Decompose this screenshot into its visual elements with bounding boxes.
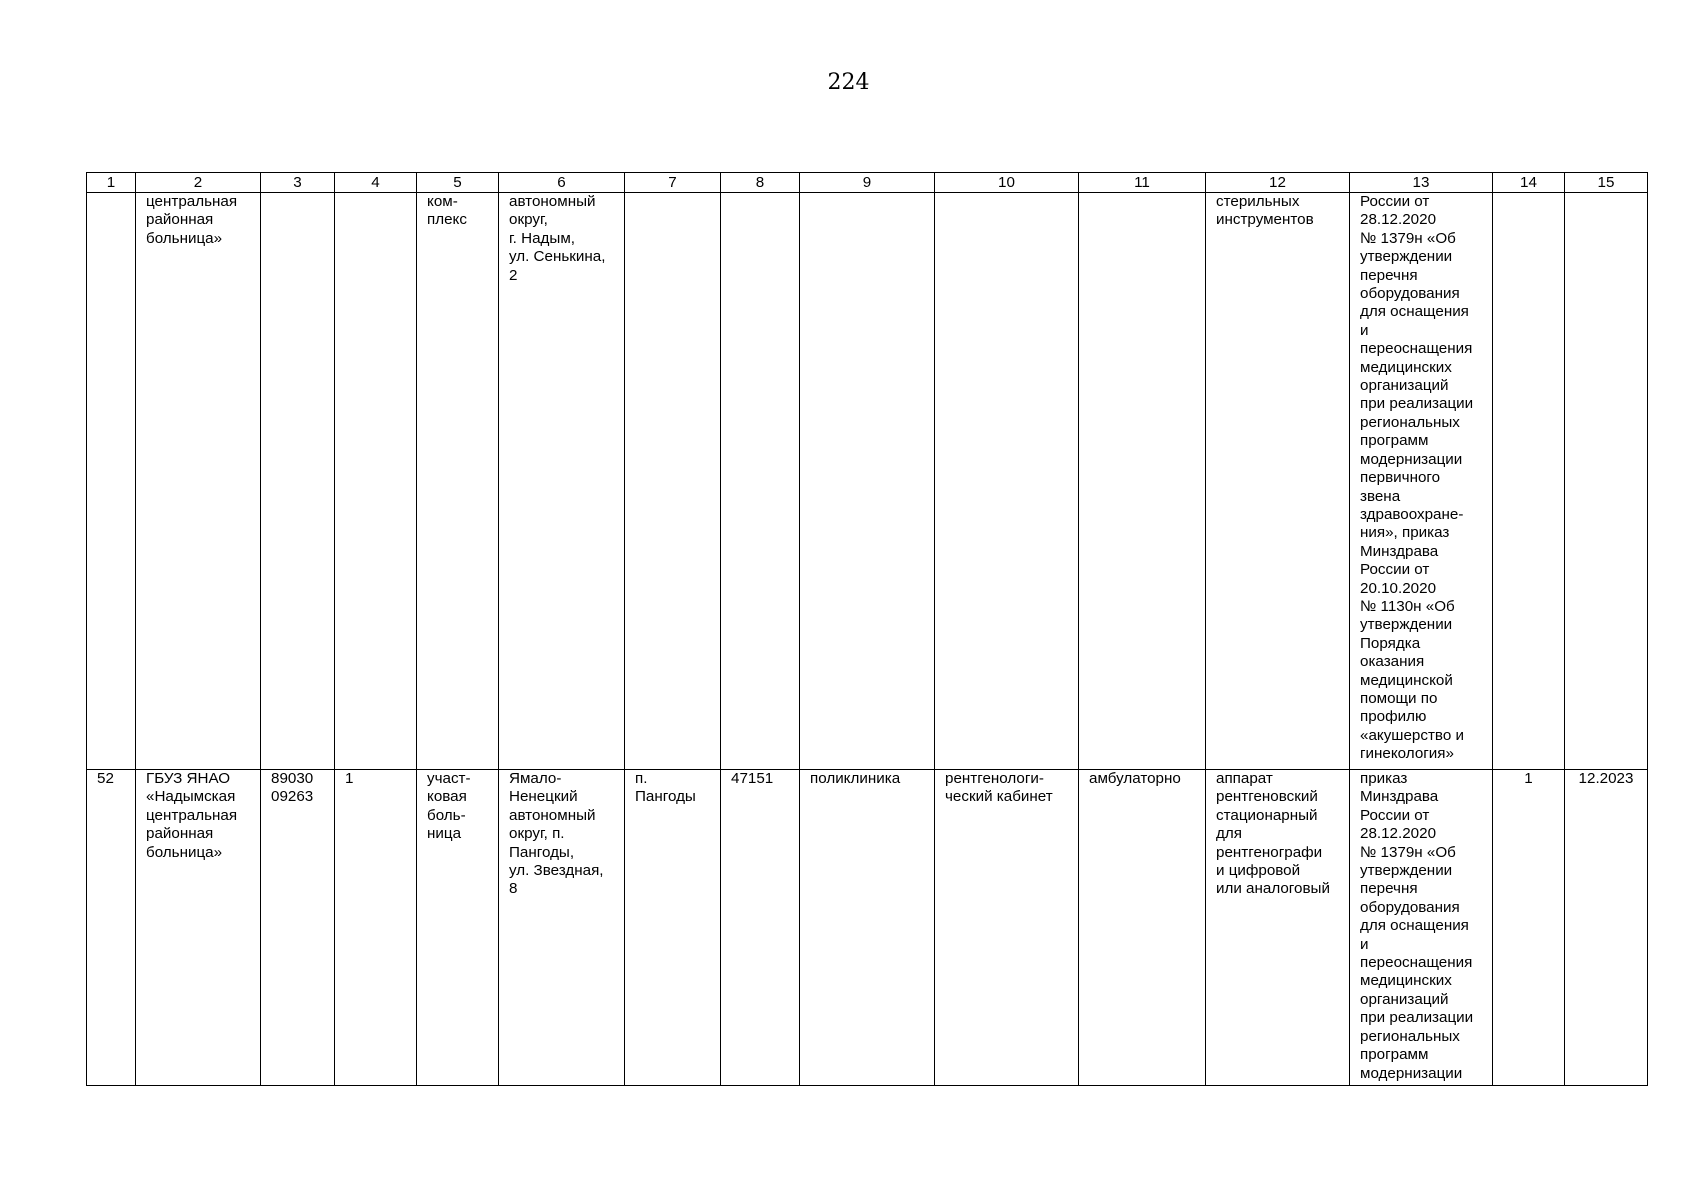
document-table: [86, 172, 1648, 1086]
column-header: 5: [417, 173, 499, 193]
page-number: 224: [827, 70, 870, 95]
column-header: 3: [261, 173, 335, 193]
cell-col4: [335, 193, 417, 770]
column-header: 6: [499, 173, 625, 193]
cell-date: 12.2023: [1565, 770, 1648, 1086]
cell-address: автономный округ, г. Надым, ул. Сенькина, 2: [499, 193, 625, 770]
column-header: 13: [1350, 173, 1493, 193]
cell-division: [800, 193, 935, 770]
column-header: 9: [800, 173, 935, 193]
cell-quantity: [1493, 193, 1565, 770]
cell-basis: России от 28.12.2020 № 1379н «Об утверждении перечня оборудования для оснащения и переоснащения медицинских организаций при реализации региональных программ модернизации первичного звена здравоохране- ния», приказ Минздрава России от 20.10.2020 № 1130н «Об утверждении Порядка оказания медицинской помощи по профилю «акушерство и гинекология»: [1350, 193, 1493, 770]
cell-number: 52: [87, 770, 136, 1086]
cell-equipment: стерильных инструментов: [1206, 193, 1350, 770]
cell-locality: [625, 193, 721, 770]
column-header: 2: [136, 173, 261, 193]
cell-date: [1565, 193, 1648, 770]
column-header: 15: [1565, 173, 1648, 193]
cell-inn: [261, 193, 335, 770]
table-row: [87, 770, 1648, 1086]
cell-unit: рентгенологи- ческий кабинет: [935, 770, 1079, 1086]
column-header: 12: [1206, 173, 1350, 193]
cell-number: [87, 193, 136, 770]
cell-basis: приказ Минздрава России от 28.12.2020 № 1379н «Об утверждении перечня оборудования для оснащения и переоснащения медицинских организаций при реализации региональных программ модернизации: [1350, 770, 1493, 1086]
column-header: 4: [335, 173, 417, 193]
cell-division: поликлиника: [800, 770, 935, 1086]
cell-code: 47151: [721, 770, 800, 1086]
cell-code: [721, 193, 800, 770]
cell-inn: 89030 09263: [261, 770, 335, 1086]
column-header: 1: [87, 173, 136, 193]
cell-organization: ГБУЗ ЯНАО «Надымская центральная районная больница»: [136, 770, 261, 1086]
cell-quantity: 1: [1493, 770, 1565, 1086]
cell-locality: п. Пангоды: [625, 770, 721, 1086]
column-header: 11: [1079, 173, 1206, 193]
cell-unit: [935, 193, 1079, 770]
table-row: [87, 193, 1648, 770]
cell-address: Ямало- Ненецкий автономный округ, п. Пангоды, ул. Звездная, 8: [499, 770, 625, 1086]
cell-organization: центральная районная больница»: [136, 193, 261, 770]
column-header: 8: [721, 173, 800, 193]
cell-equipment: аппарат рентгеновский стационарный для рентгенографи и цифровой или аналоговый: [1206, 770, 1350, 1086]
cell-col4: 1: [335, 770, 417, 1086]
column-header: 14: [1493, 173, 1565, 193]
cell-care-form: амбулаторно: [1079, 770, 1206, 1086]
column-header: 10: [935, 173, 1079, 193]
header-row: [87, 173, 1648, 193]
cell-facility-type: ком- плекс: [417, 193, 499, 770]
column-header: 7: [625, 173, 721, 193]
cell-facility-type: участ- ковая боль- ница: [417, 770, 499, 1086]
cell-care-form: [1079, 193, 1206, 770]
